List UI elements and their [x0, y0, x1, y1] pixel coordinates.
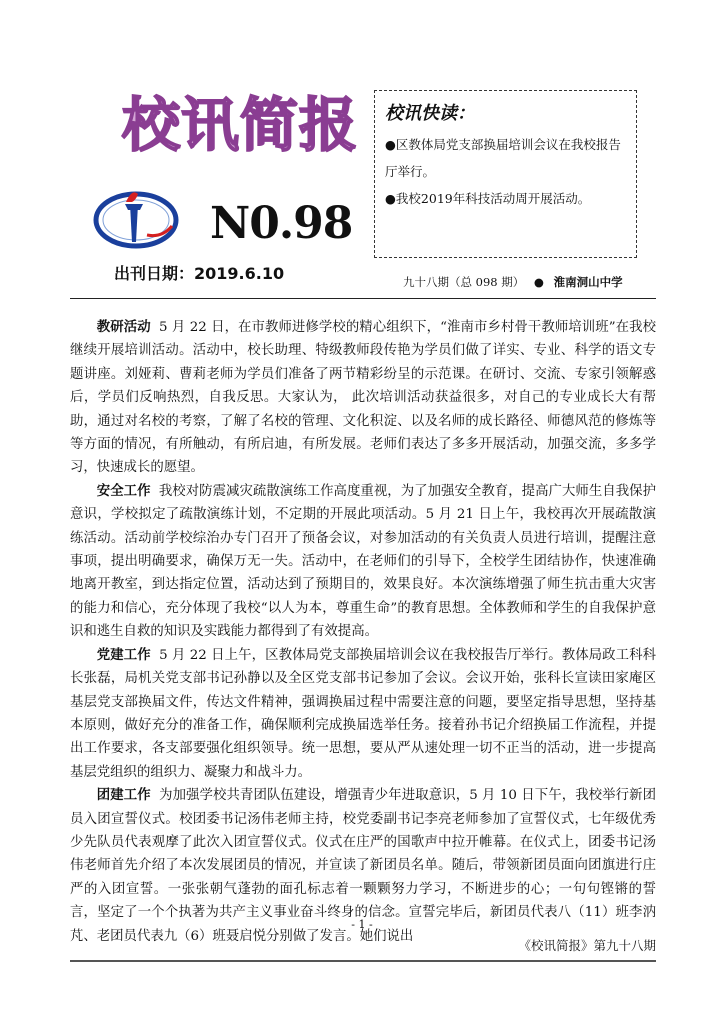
footer-publication: 《校讯简报》第九十八期 — [518, 938, 656, 953]
issue-label: 九十八期（总 098 期） — [403, 275, 525, 289]
article-heading: 团建工作 — [96, 788, 151, 804]
school-name: 淮南洞山中学 — [553, 275, 623, 289]
header-divider — [70, 298, 656, 299]
article-heading: 安全工作 — [96, 483, 151, 499]
torch-emblem-icon — [92, 180, 184, 256]
bullet-icon: ● — [533, 275, 544, 289]
page-number: - 1 - — [351, 918, 373, 931]
issue-number: N0.98 — [210, 198, 353, 249]
article-paragraph — [70, 644, 656, 784]
issue-line — [403, 274, 623, 290]
publish-date: 出刊日期：2019.6.10 — [114, 264, 285, 283]
article-paragraph — [70, 316, 656, 480]
article-body — [70, 316, 656, 948]
masthead-title: 校讯简报 — [122, 91, 359, 159]
article-text: 为加强学校共青团队伍建设，增强青少年进取意识，5 月 10 日下午，我校举行新团员入团宣誓仪式。校团委书记汤伟老师主持，校党委副书记李亮老师参加了宣誓仪式，七年级优秀少先队员代表观摩了此次入团宣誓仪式。仪式在庄严的国歌声中拉开帷幕。在仪式上，团委书记汤伟老师首先介绍了本次发展团员的情况，并宣读了新团员名单。随后，带领新团员面向团旗进行庄严的入团宣誓。一张张朝气蓬勃的面孔标志着一颗颗努力学习，不断进步的心；一句句铿锵的誓言，坚定了一个个执著为共产主义事业奋斗终身的信念。宣誓完毕后，新团员代表八（11）班李汭芃、老团员代表九（6）班聂启悦分别做了发言。她们说出 — [70, 788, 657, 944]
article-text: 5 月 22 日，在市教师进修学校的精心组织下，“淮南市乡村骨干教师培训班”在我校继续开展培训活动。活动中，校长助理、特级教师段传艳为学员们做了详实、专业、科学的语文专题讲座。刘娅莉、曹莉老师为学员们准备了两节精彩纷呈的示范课。在研讨、交流、专家引领解惑后，学员们反响热烈，自我反思。大家认为， 此次培训活动获益很多，对自己的专业成长大有帮助，通过对名校的考察，了解了名校的管理、文化积淀、以及名师的成长路径、师德风范的修炼等等方面的情况，有所触动，有所启迪，有所发展。老师们表达了多多开展活动，加强交流，多多学习，快速成长的愿望。 — [70, 320, 656, 476]
article-paragraph — [70, 480, 656, 644]
article-text: 5 月 22 日上午，区教体局党支部换届培训会议在我校报告厅举行。教体局政工科科长张磊，局机关党支部书记孙静以及全区党支部书记参加了会议。会议开始，张科长宣读田家庵区基层党支部换届文件，传达文件精神，强调换届过程中需要注意的问题，要坚定指导思想，坚持基本原则，做好充分的准备工作，确保顺利完成换届选举任务。接着孙书记介绍换届工作流程，并提出工作要求，各支部要强化组织领导。统一思想，要从严从速处理一切不正当的活动，进一步提高基层党组织的组织力、凝聚力和战斗力。 — [70, 647, 657, 780]
quick-read-item: ●区教体局党支部换届培训会议在我校报告厅举行。 — [385, 137, 621, 179]
footer-divider — [70, 960, 656, 962]
article-heading: 党建工作 — [96, 647, 151, 663]
article-text: 我校对防震减灾疏散演练工作高度重视，为了加强安全教育，提高广大师生自我保护意识，学校拟定了疏散演练计划，不定期的开展此项活动。5 月 21 日上午，我校再次开展疏散演练活动。活动前学校综治办专门召开了预备会议，对参加活动的有关负责人员进行培训，提醒注意事项，提出明确要求，确保万无一失。活动中，在老师们的引导下，全校学生团结协作，快速准确地离开教室，到达指定位置，活动达到了预期目的，效果良好。本次演练增强了师生抗击重大灾害的能力和信心，充分体现了我校“以人为本，尊重生命”的教育思想。全体教师和学生的自我保护意识和逃生自救的知识及实践能力都得到了有效提高。 — [70, 483, 656, 640]
quick-read-box — [374, 90, 637, 258]
article-heading: 教研活动 — [96, 320, 151, 335]
quick-read-title: 校讯快读： — [385, 103, 475, 124]
quick-read-item: ●我校2019年科技活动周开展活动。 — [385, 191, 591, 206]
